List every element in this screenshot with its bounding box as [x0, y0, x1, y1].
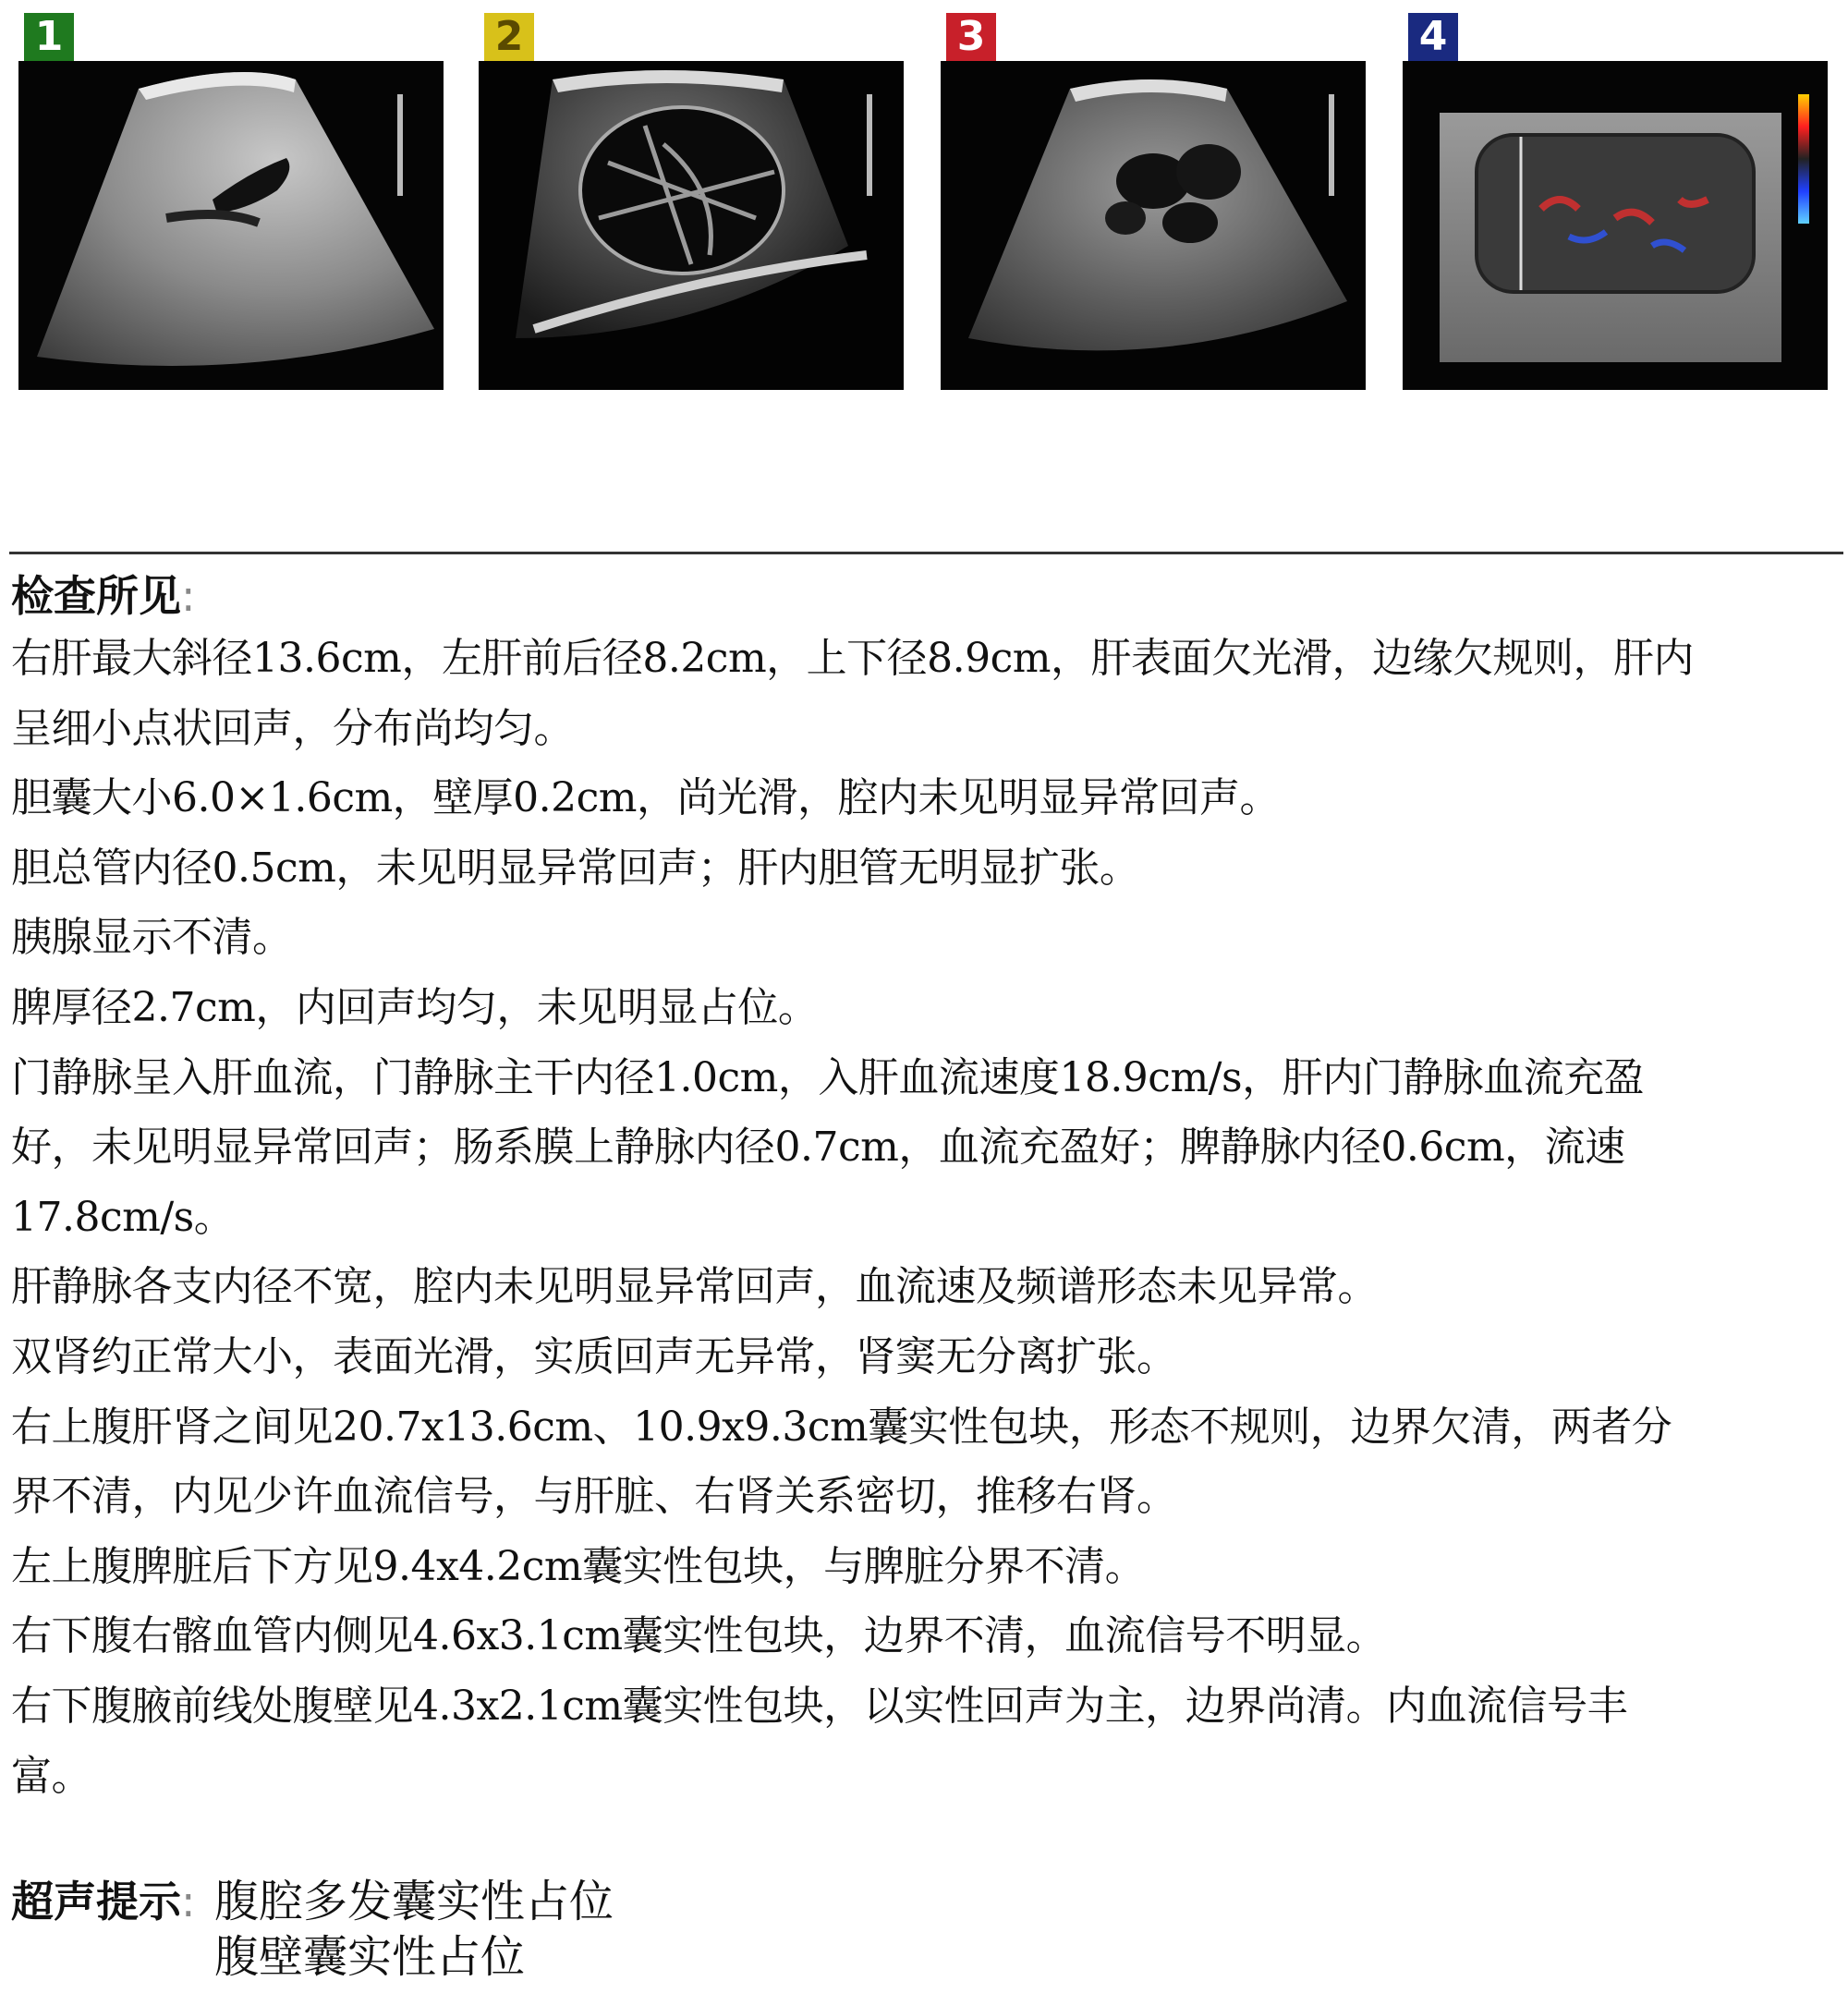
ultrasound-panel-2 — [469, 9, 904, 397]
ultrasound-image — [479, 61, 904, 390]
ultrasound-image — [18, 61, 444, 390]
ultrasound-image — [1403, 61, 1828, 390]
ultrasound-image-strip — [0, 0, 1848, 397]
findings-line: 胰腺显示不清。 — [11, 914, 293, 962]
panel-number-badge: 2 — [484, 13, 534, 61]
findings-line: 双肾约正常大小，表面光滑，实质回声无异常，肾窦无分离扩张。 — [11, 1332, 1177, 1380]
findings-line: 左上腹脾脏后下方见9.4x4.2cm囊实性包块，与脾脏分界不清。 — [11, 1542, 1146, 1590]
findings-line: 17.8cm/s。 — [11, 1193, 235, 1241]
findings-line: 界不清，内见少许血流信号，与肝脏、右肾关系密切，推移右肾。 — [11, 1473, 1177, 1521]
ultrasound-panel-3 — [931, 9, 1366, 397]
conclusion-label — [11, 1874, 196, 1929]
conclusion-colon: : — [181, 1877, 196, 1926]
ultrasound-panel-4 — [1393, 9, 1828, 397]
ultrasound-image — [941, 61, 1366, 390]
findings-line: 右肝最大斜径13.6cm，左肝前后径8.2cm，上下径8.9cm，肝表面欠光滑，边缘欠规则，肝内 — [11, 635, 1695, 682]
findings-line: 脾厚径2.7cm，内回声均匀，未见明显占位。 — [11, 983, 819, 1031]
conclusion-items — [214, 1874, 614, 1985]
findings-line: 右上腹肝肾之间见20.7x13.6cm、10.9x9.3cm囊实性包块，形态不规则，边界欠清，两者分 — [11, 1403, 1672, 1451]
conclusion-item: 腹腔多发囊实性占位 — [214, 1876, 614, 1927]
section-divider — [9, 552, 1843, 554]
findings-line: 肝静脉各支内径不宽，腔内未见明显异常回声，血流速及频谱形态未见异常。 — [11, 1263, 1378, 1311]
ultrasound-panel-1 — [9, 9, 444, 397]
panel-number-badge: 3 — [946, 13, 996, 61]
findings-colon: : — [181, 571, 196, 621]
findings-line: 呈细小点状回声，分布尚均匀。 — [11, 704, 574, 752]
findings-heading — [11, 568, 1836, 624]
panel-number-badge: 1 — [24, 13, 74, 61]
findings-line: 胆囊大小6.0×1.6cm，壁厚0.2cm，尚光滑，腔内未见明显异常回声。 — [11, 774, 1281, 822]
findings-line: 右下腹腋前线处腹壁见4.3x2.1cm囊实性包块，以实性回声为主，边界尚清。内血流信号丰 — [11, 1682, 1628, 1730]
panel-number-badge: 4 — [1408, 13, 1458, 61]
conclusion-title: 超声提示 — [11, 1877, 181, 1926]
findings-line: 门静脉呈入肝血流，门静脉主干内径1.0cm，入肝血流速度18.9cm/s，肝内门静脉血流充盈 — [11, 1053, 1645, 1101]
conclusion-item: 腹壁囊实性占位 — [214, 1931, 526, 1983]
findings-line: 右下腹右髂血管内侧见4.6x3.1cm囊实性包块，边界不清，血流信号不明显。 — [11, 1612, 1387, 1660]
findings-line: 富。 — [11, 1752, 91, 1800]
findings-line: 好，未见明显异常回声；肠系膜上静脉内径0.7cm，血流充盈好；脾静脉内径0.6cm，流速 — [11, 1124, 1625, 1172]
findings-line: 胆总管内径0.5cm，未见明显异常回声；肝内胆管无明显扩张。 — [11, 844, 1140, 892]
findings-section — [11, 568, 1836, 1811]
findings-title: 检查所见 — [11, 571, 181, 621]
